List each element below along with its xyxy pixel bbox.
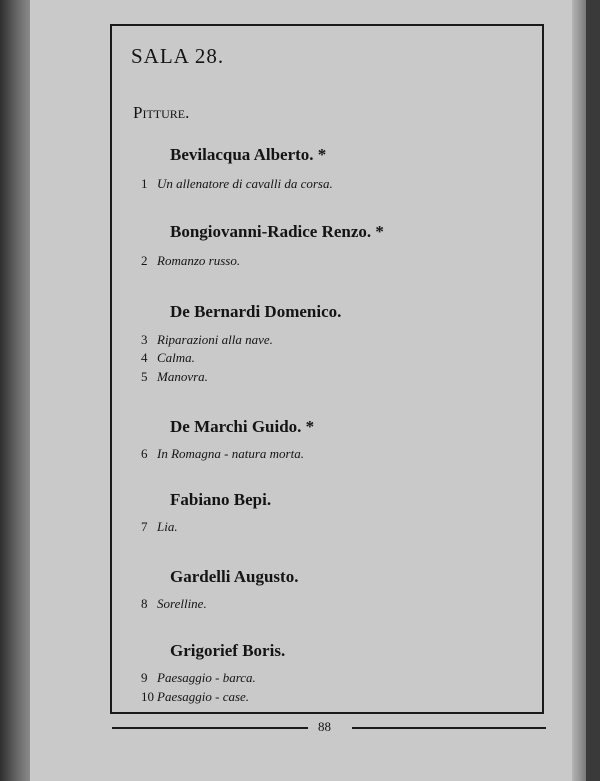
work-title: Un allenatore di cavalli da corsa. xyxy=(157,176,333,191)
work-number: 1 xyxy=(141,176,148,191)
work-entry xyxy=(141,332,273,348)
work-title: Lia. xyxy=(157,519,178,534)
work-entry xyxy=(141,176,333,192)
work-entry xyxy=(141,253,240,269)
work-number: 7 xyxy=(141,519,148,534)
work-title: Paesaggio - barca. xyxy=(157,670,256,685)
artist-name: Fabiano Bepi. xyxy=(170,490,272,509)
work-number: 3 xyxy=(141,332,148,347)
work-number: 10 xyxy=(141,689,154,704)
artist-name: De Marchi Guido. * xyxy=(170,417,315,436)
work-entry xyxy=(141,369,208,385)
book-spine xyxy=(0,0,30,781)
work-title: In Romagna - natura morta. xyxy=(157,446,304,461)
footer-rule-left xyxy=(112,727,308,729)
work-number: 6 xyxy=(141,446,148,461)
page-edge xyxy=(572,0,586,781)
artist-name: Bongiovanni-Radice Renzo. * xyxy=(170,222,384,241)
work-number: 8 xyxy=(141,596,148,611)
artist-name: De Bernardi Domenico. xyxy=(170,302,342,321)
work-number: 9 xyxy=(141,670,148,685)
artist-name: Grigorief Boris. xyxy=(170,641,286,660)
work-entry xyxy=(141,689,249,705)
work-number: 2 xyxy=(141,253,148,268)
page-number: 88 xyxy=(318,719,331,734)
section-heading: Pitture. xyxy=(133,103,190,122)
work-number: 4 xyxy=(141,350,148,365)
work-entry xyxy=(141,519,178,535)
footer-rule-right xyxy=(352,727,546,729)
work-entry xyxy=(141,446,304,462)
work-entry xyxy=(141,670,256,686)
work-number: 5 xyxy=(141,369,148,384)
work-entry xyxy=(141,596,207,612)
work-title: Romanzo russo. xyxy=(157,253,241,268)
artist-name: Gardelli Augusto. xyxy=(170,567,299,586)
work-title: Riparazioni alla nave. xyxy=(157,332,273,347)
artist-name: Bevilacqua Alberto. * xyxy=(170,145,327,164)
work-title: Manovra. xyxy=(157,369,208,384)
work-title: Paesaggio - case. xyxy=(157,689,250,704)
work-title: Sorelline. xyxy=(157,596,207,611)
work-entry xyxy=(141,350,195,366)
room-heading: SALA 28. xyxy=(131,44,225,68)
work-title: Calma. xyxy=(157,350,195,365)
